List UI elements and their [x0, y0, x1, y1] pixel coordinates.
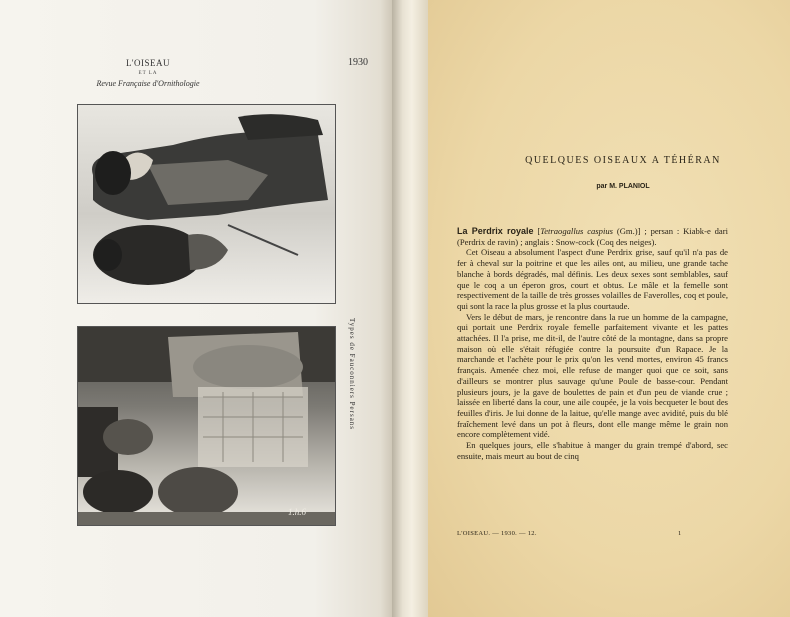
footer-journal: L'OISEAU. — 1930. — 12.	[457, 530, 537, 537]
right-page	[428, 0, 790, 617]
paragraph-4: En quelques jours, elle s'habitue à manger du grain trempé d'abord, sec ensuite, mais meurt au bout de cinq	[457, 440, 728, 461]
article-body	[457, 226, 728, 461]
latin-name: Tetraogallus caspius	[540, 226, 613, 236]
paragraph-1-rest: (Gm.)] ; persan : Kiabk-e dari (Perdrix de ravin) ; anglais : Snow-cock (Coq des neiges).	[457, 226, 728, 247]
photo-caption-rotated	[346, 316, 358, 436]
falconer-photo-bottom	[77, 326, 336, 526]
latin-open: [	[533, 226, 541, 236]
photo-caption: Types de Fauconniers Persans	[348, 317, 356, 431]
book-spine	[392, 0, 428, 617]
footer-page-number: 1	[678, 530, 682, 537]
falconer-photo-top	[77, 104, 336, 304]
photo-signature: 1.h.6	[288, 507, 306, 517]
species-name: La Perdrix royale	[457, 226, 534, 236]
paragraph-1	[457, 226, 728, 247]
paragraph-3: Vers le début de mars, je rencontre dans la rue un homme de la campagne, qui portait une Perdrix royale femelle parfaitement vivante et les pattes attachées. Il l'a prise, me dit-il, de l'autre côté de la montagne, dans sa propre maison où elle s'était réfugiée contre la poursuite d'un Rapace. Je la marchande et l'achète pour le prix qu'on les vend mortes, environ 45 francs français. Amenée chez moi, elle refuse de manger quoi que ce soit, sans d'ailleurs se montrer plus sauvage qu'une Poule de basse-cour. Pendant plusieurs jours, je la gave de boulettes de pain et d'un peu de viande crue ; laissée en liberté dans la cour, une aile coupée, je la vois becqueter le bout des feuilles d'iris. Je lui donne de la laitue, qu'elle mange avec avidité, puis du blé fraîchement levé dans un pot à fleurs, dont elle mange même le grain non encore complètement vidé.	[457, 311, 728, 440]
article-byline: par M. PLANIOL	[596, 183, 650, 190]
journal-title: L'OISEAU	[125, 58, 171, 68]
journal-et: ET LA	[138, 71, 158, 76]
paragraph-2: Cet Oiseau a absolument l'aspect d'une Perdrix grise, sauf qu'il n'a pas de fer à cheval sur la poitrine et que les ailes ont, au milieu, une grande tache blanche à bords dégradés, mal définis. Les deux sexes sont semblables, sauf que le coq a un éperon gros, court et obtus. Le mâle et la femelle sont respectivement de la taille de très grosses volailles de Faverolles, coq et poule, qui sont la race la plus grosse et la plus courtaude.	[457, 247, 728, 311]
page-year: 1930	[348, 57, 368, 68]
left-page	[0, 0, 392, 617]
article-title: QUELQUES OISEAUX A TÉHÉRAN	[525, 155, 721, 166]
journal-subtitle: Revue Française d'Ornithologie	[96, 79, 200, 88]
